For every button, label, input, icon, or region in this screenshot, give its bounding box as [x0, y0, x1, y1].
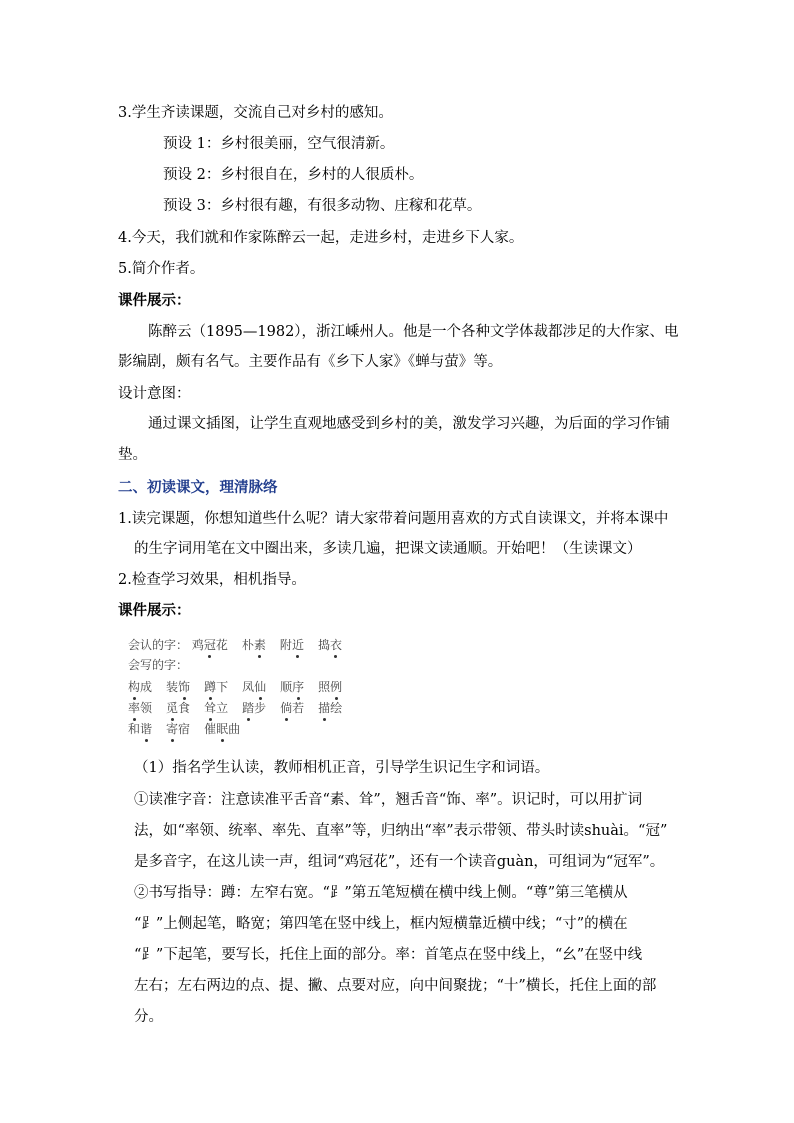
word-part: 领 — [140, 701, 153, 715]
word-part: 绘 — [330, 701, 343, 715]
emphasis-char: 构 — [128, 680, 141, 694]
word-part: 步 — [254, 701, 267, 715]
section-2-heading: 二、初读课文，理清脉络 — [118, 479, 278, 496]
word-part: 装 — [166, 680, 179, 694]
vocab-word — [204, 720, 240, 738]
courseware-heading: 课件展示： — [118, 292, 191, 309]
vocab-word — [128, 699, 152, 717]
emphasis-char: 素 — [253, 638, 266, 652]
emphasis-char: 踏 — [242, 701, 255, 715]
vocab-word — [166, 678, 190, 696]
emphasis-char: 倘 — [280, 701, 293, 715]
step-3-text: 3.学生齐读课题，交流自己对乡村的感知。 — [118, 105, 393, 121]
pronunciation-line-3: 是多音字，在这儿读一声，组词“鸡冠花”，还有一个读音guàn，可组词为“冠军”。 — [134, 854, 665, 870]
design-intent-line-1: 通过课文插图，让学生直观地感受到乡村的美，激发学习兴趣，为后面的学习作铺 — [148, 416, 670, 432]
step-5-text: 5.简介作者。 — [118, 261, 205, 277]
vocab-word — [128, 720, 152, 738]
emphasis-char: 觅 — [166, 701, 179, 715]
write-row-2 — [128, 699, 356, 717]
vocab-word — [318, 636, 342, 654]
recognize-row — [128, 636, 356, 654]
word-part: 和 — [128, 722, 141, 736]
design-intent-line-2: 垫。 — [118, 447, 147, 463]
word-part: 捣 — [317, 638, 330, 652]
word-part: 凤 — [242, 680, 255, 694]
word-part: 催 — [204, 722, 217, 736]
emphasis-char: 近 — [291, 638, 304, 652]
preset-2: 预设 2：乡村很自在，乡村的人很质朴。 — [163, 167, 424, 183]
word-part: 朴 — [241, 638, 254, 652]
step-4-text: 4.今天，我们就和作家陈醉云一起，走进乡村，走进乡下人家。 — [118, 230, 524, 246]
emphasis-char: 仙 — [254, 680, 267, 694]
word-part: 鸡 — [191, 638, 204, 652]
word-part: 花 — [215, 638, 228, 652]
word-part: 食 — [178, 701, 191, 715]
emphasis-char: 谐 — [140, 722, 153, 736]
writing-guide-line-3: “⻊”下起笔，要写长，托住上面的部分。率：首笔点在竖中线上，“幺”在竖中线 — [134, 947, 643, 963]
preset-3: 预设 3：乡村很有趣，有很多动物、庄稼和花草。 — [163, 198, 482, 214]
word-part: 曲 — [228, 722, 241, 736]
emphasis-char: 描 — [318, 701, 331, 715]
author-intro-line-1: 陈醉云（1895—1982），浙江嵊州人。他是一个各种文学体裁都涉足的大作家、电 — [148, 324, 679, 340]
emphasis-char: 眠 — [216, 722, 229, 736]
emphasis-char: 寄 — [166, 722, 179, 736]
vocab-word — [318, 699, 342, 717]
vocab-word — [166, 699, 190, 717]
writing-guide-line-2: “⻊”上侧起笔，略宽；第四笔在竖中线上，框内短横靠近横中线；“寸”的横在 — [134, 916, 628, 932]
word-part: 下 — [216, 680, 229, 694]
word-part: 顺 — [280, 680, 293, 694]
courseware-heading-2: 课件展示： — [118, 602, 191, 619]
emphasis-char: 序 — [292, 680, 305, 694]
recognize-label: 会认的字： — [128, 638, 189, 652]
word-part: 若 — [292, 701, 305, 715]
word-part: 立 — [216, 701, 229, 715]
emphasis-char: 耸 — [204, 701, 217, 715]
design-intent-heading: 设计意图： — [118, 386, 191, 402]
vocab-word — [128, 678, 152, 696]
writing-guide-line-4: 左右；左右两边的点、提、撇、点要对应，向中间聚拢；“十”横长，托住上面的部 — [134, 978, 657, 994]
write-label: 会写的字： — [128, 658, 189, 672]
author-intro-line-2: 影编剧，颇有名气。主要作品有《乡下人家》《蝉与萤》等。 — [118, 354, 503, 370]
emphasis-char: 冠 — [203, 638, 216, 652]
writing-guide-line-5: 分。 — [134, 1009, 163, 1025]
vocab-word — [280, 678, 304, 696]
word-part: 附 — [279, 638, 292, 652]
write-row-3 — [128, 720, 254, 738]
emphasis-char: 例 — [330, 680, 343, 694]
vocab-word — [280, 699, 304, 717]
vocab-word — [204, 699, 228, 717]
emphasis-char: 率 — [128, 701, 141, 715]
vocab-word — [242, 678, 266, 696]
vocab-word — [166, 720, 190, 738]
reading-step-1-line-1: 1.读完课题，你想知道些什么呢？请大家带着问题用喜欢的方式自读课文，并将本课中 — [118, 511, 669, 527]
write-row-1 — [128, 678, 356, 696]
reading-step-2: 2.检查学习效果，相机指导。 — [118, 572, 306, 588]
preset-1: 预设 1：乡村很美丽，空气很清新。 — [163, 136, 395, 152]
emphasis-char: 蹲 — [204, 680, 217, 694]
sub-step-1: （1）指名学生认读，教师相机正音，引导学生识记生字和词语。 — [134, 760, 550, 776]
emphasis-char: 饰 — [178, 680, 191, 694]
vocab-word — [204, 678, 228, 696]
vocab-word — [242, 636, 266, 654]
pronunciation-line-2: 法，如“率领、统率、率先、直率”等，归纳出“率”表示带领、带头时读shuài。“冠” — [134, 823, 668, 839]
vocab-word — [242, 699, 266, 717]
reading-step-1-line-2: 的生字词用笔在文中圈出来，多读几遍，把课文读通顺。开始吧！（生读课文） — [134, 541, 642, 557]
pronunciation-line-1: ①读准字音：注意读准平舌音“素、耸”，翘舌音“饰、率”。识记时，可以用扩词 — [134, 792, 643, 808]
emphasis-char: 衣 — [329, 638, 342, 652]
writing-guide-line-1: ②书写指导：蹲：左窄右宽。“⻊”第五笔短横在横中线上侧。“尊”第三笔横从 — [134, 885, 628, 901]
vocab-word — [280, 636, 304, 654]
vocab-word — [192, 636, 228, 654]
word-part: 宿 — [178, 722, 191, 736]
recognize-words — [192, 638, 356, 652]
word-part: 成 — [140, 680, 153, 694]
vocab-word — [318, 678, 342, 696]
word-part: 照 — [318, 680, 331, 694]
